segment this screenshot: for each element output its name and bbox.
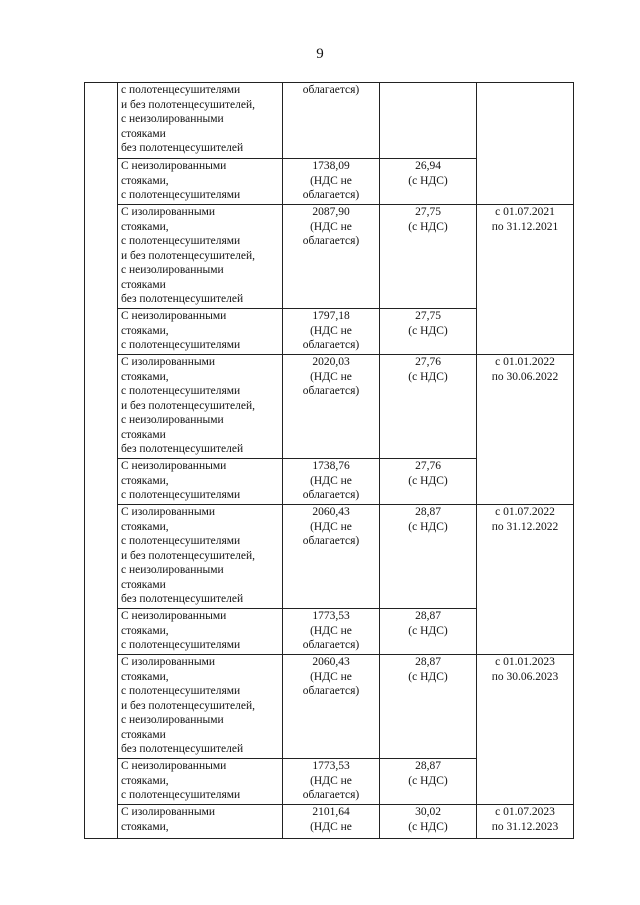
row-price-no-vat: 1797,18 (НДС не облагается) <box>283 309 380 355</box>
row-description: С изолированными стояками, с полотенцесушителями и без полотенцесушителей, с неизолированными стояками без полотенцесушителей <box>118 655 283 759</box>
row-price-vat: 28,87 (с НДС) <box>380 505 477 609</box>
row-description: С изолированными стояками, с полотенцесушителями и без полотенцесушителей, с неизолированными стояками без полотенцесушителей <box>118 355 283 459</box>
table-row <box>85 355 574 459</box>
row-price-vat: 28,87 (с НДС) <box>380 759 477 805</box>
row-description: С изолированными стояками, с полотенцесушителями и без полотенцесушителей, с неизолированными стояками без полотенцесушителей <box>118 205 283 309</box>
row-description: С изолированными стояками, с полотенцесушителями и без полотенцесушителей, с неизолированными стояками без полотенцесушителей <box>118 505 283 609</box>
tariff-table <box>84 82 574 839</box>
row-price-no-vat: 1738,09 (НДС не облагается) <box>283 159 380 205</box>
row-price-vat: 28,87 (с НДС) <box>380 655 477 759</box>
page-number: 9 <box>316 46 324 62</box>
row-description: с полотенцесушителями и без полотенцесушителей, с неизолированными стояками без полотенцесушителей <box>118 83 283 159</box>
empty-first-column <box>85 83 118 839</box>
row-price-no-vat: 1738,76 (НДС не облагается) <box>283 459 380 505</box>
row-price-no-vat: 2087,90 (НДС не облагается) <box>283 205 380 309</box>
row-price-vat: 27,76 (с НДС) <box>380 459 477 505</box>
row-period: с 01.07.2023 по 31.12.2023 <box>477 805 574 839</box>
row-price-vat <box>380 83 477 159</box>
row-price-vat: 27,75 (с НДС) <box>380 205 477 309</box>
row-description: С изолированными стояками, <box>118 805 283 839</box>
row-description: С неизолированными стояками, с полотенцесушителями <box>118 459 283 505</box>
row-price-no-vat: облагается) <box>283 83 380 159</box>
row-price-vat: 27,75 (с НДС) <box>380 309 477 355</box>
row-price-no-vat: 2101,64 (НДС не <box>283 805 380 839</box>
row-price-vat: 30,02 (с НДС) <box>380 805 477 839</box>
row-period: с 01.07.2022 по 31.12.2022 <box>477 505 574 655</box>
table-row <box>85 655 574 759</box>
row-price-vat: 26,94 (с НДС) <box>380 159 477 205</box>
row-description: С неизолированными стояками, с полотенцесушителями <box>118 609 283 655</box>
row-period: с 01.01.2022 по 30.06.2022 <box>477 355 574 505</box>
row-price-no-vat: 2020,03 (НДС не облагается) <box>283 355 380 459</box>
row-description: С неизолированными стояками, с полотенцесушителями <box>118 159 283 205</box>
row-price-no-vat: 1773,53 (НДС не облагается) <box>283 759 380 805</box>
row-period: с 01.01.2023 по 30.06.2023 <box>477 655 574 805</box>
row-price-no-vat: 1773,53 (НДС не облагается) <box>283 609 380 655</box>
row-price-vat: 27,76 (с НДС) <box>380 355 477 459</box>
row-description: С неизолированными стояками, с полотенцесушителями <box>118 759 283 805</box>
table-row <box>85 505 574 609</box>
table-row <box>85 805 574 839</box>
row-price-no-vat: 2060,43 (НДС не облагается) <box>283 505 380 609</box>
row-description: С неизолированными стояками, с полотенцесушителями <box>118 309 283 355</box>
row-price-no-vat: 2060,43 (НДС не облагается) <box>283 655 380 759</box>
row-price-vat: 28,87 (с НДС) <box>380 609 477 655</box>
table-row <box>85 205 574 309</box>
row-period: с 01.07.2021 по 31.12.2021 <box>477 205 574 355</box>
table-row <box>85 83 574 159</box>
row-period <box>477 83 574 205</box>
